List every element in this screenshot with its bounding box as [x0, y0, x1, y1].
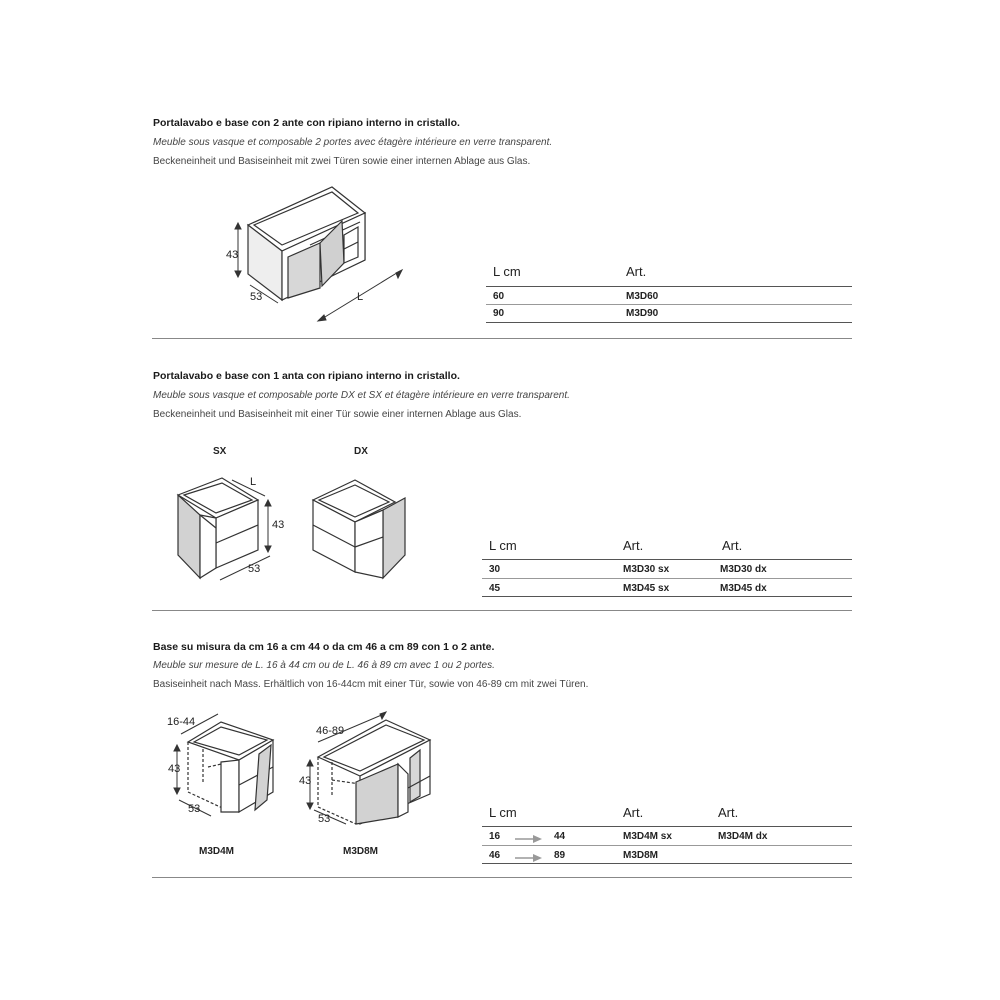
table-1-header-art: Art. [626, 264, 647, 279]
section-1-title: Portalavabo e base con 2 ante con ripiano interno in cristallo. [153, 117, 460, 129]
length-dim-label: L [357, 291, 364, 303]
table-2-row-2-l: 45 [489, 583, 501, 594]
section-3-title: Base su misura da cm 16 a cm 44 o da cm 46 a cm 89 con 1 o 2 ante. [153, 641, 495, 653]
table-2-row-2-art-1: M3D45 sx [623, 583, 670, 594]
height-dim-label: 43 [226, 249, 239, 261]
m3d8m-label: M3D8M [343, 846, 379, 857]
table-2-row-1-art-1: M3D30 sx [623, 564, 670, 575]
m3d8m-height-label: 43 [299, 775, 312, 787]
m3d4m-label: M3D4M [199, 846, 235, 857]
table-2-row-2-art-2: M3D45 dx [720, 583, 767, 594]
table-2 [482, 536, 852, 606]
table-2-row-1-l: 30 [489, 564, 501, 575]
table-3-row-2-from: 46 [489, 850, 501, 861]
table-3-row-2-to: 89 [554, 850, 566, 861]
section-1-german: Beckeneinheit und Basiseinheit mit zwei Türen sowie einer internen Ablage aus Glas. [153, 156, 531, 167]
table-3-row-1-to: 44 [554, 831, 566, 842]
table-1-row-1-art: M3D60 [626, 291, 659, 302]
sx-length-label: L [250, 476, 257, 488]
section-2-french: Meuble sous vasque et composable porte DX et SX et étagère intérieure en verre transparent. [153, 390, 570, 401]
cabinet-m3d4m-drawing [163, 712, 283, 827]
cabinet-m3d8m-drawing [298, 712, 443, 827]
m3d8m-width-label: 46-89 [316, 725, 345, 737]
m3d4m-height-label: 43 [168, 763, 181, 775]
cabinet-dx-drawing [305, 470, 415, 585]
dx-label: DX [354, 446, 368, 457]
sx-label: SX [213, 446, 227, 457]
cabinet-2-doors-drawing [220, 185, 420, 320]
table-3 [482, 803, 852, 873]
section-1-divider [152, 338, 852, 339]
m3d4m-width-label: 16-44 [167, 716, 196, 728]
sx-height-label: 43 [272, 519, 285, 531]
table-3-header-art-1: Art. [623, 805, 644, 820]
table-2-header-lcm: L cm [489, 538, 517, 553]
table-2-header-art-1: Art. [623, 538, 644, 553]
section-1-french: Meuble sous vasque et composable 2 portes avec étagère intérieure en verre transparent. [153, 137, 553, 148]
table-3-row-1-art-2: M3D4M dx [718, 831, 768, 842]
table-1-row-2-l: 90 [493, 308, 505, 319]
section-2-title: Portalavabo e base con 1 anta con ripiano interno in cristallo. [153, 370, 460, 382]
section-3-divider [152, 877, 852, 878]
arrow-right-icon [515, 834, 543, 844]
depth-dim-label: 53 [250, 291, 263, 303]
section-2-german: Beckeneinheit und Basiseinheit mit einer Tür sowie einer internen Ablage aus Glas. [153, 409, 522, 420]
m3d4m-depth-label: 53 [188, 803, 201, 815]
table-1-header-lcm: L cm [493, 264, 521, 279]
section-2-divider [152, 610, 852, 611]
table-2-row-1-art-2: M3D30 dx [720, 564, 767, 575]
cabinet-sx-drawing [160, 470, 295, 585]
section-3-french: Meuble sur mesure de L. 16 à 44 cm ou de L. 46 à 89 cm avec 1 ou 2 portes. [153, 660, 495, 671]
m3d8m-depth-label: 53 [318, 813, 331, 825]
table-1-row-2-art: M3D90 [626, 308, 659, 319]
table-1 [486, 262, 852, 332]
section-3-german: Basiseinheit nach Mass. Erhältlich von 16-44cm mit einer Tür, sowie von 46-89 cm mit zwei Türen. [153, 679, 589, 690]
table-2-header-art-2: Art. [722, 538, 743, 553]
arrow-right-icon [515, 853, 543, 863]
table-3-header-art-2: Art. [718, 805, 739, 820]
table-3-row-1-art-1: M3D4M sx [623, 831, 672, 842]
table-3-row-1-from: 16 [489, 831, 501, 842]
table-1-row-1-l: 60 [493, 291, 505, 302]
table-3-header-lcm: L cm [489, 805, 517, 820]
sx-depth-label: 53 [248, 563, 261, 575]
table-3-row-2-art-1: M3D8M [623, 850, 659, 861]
